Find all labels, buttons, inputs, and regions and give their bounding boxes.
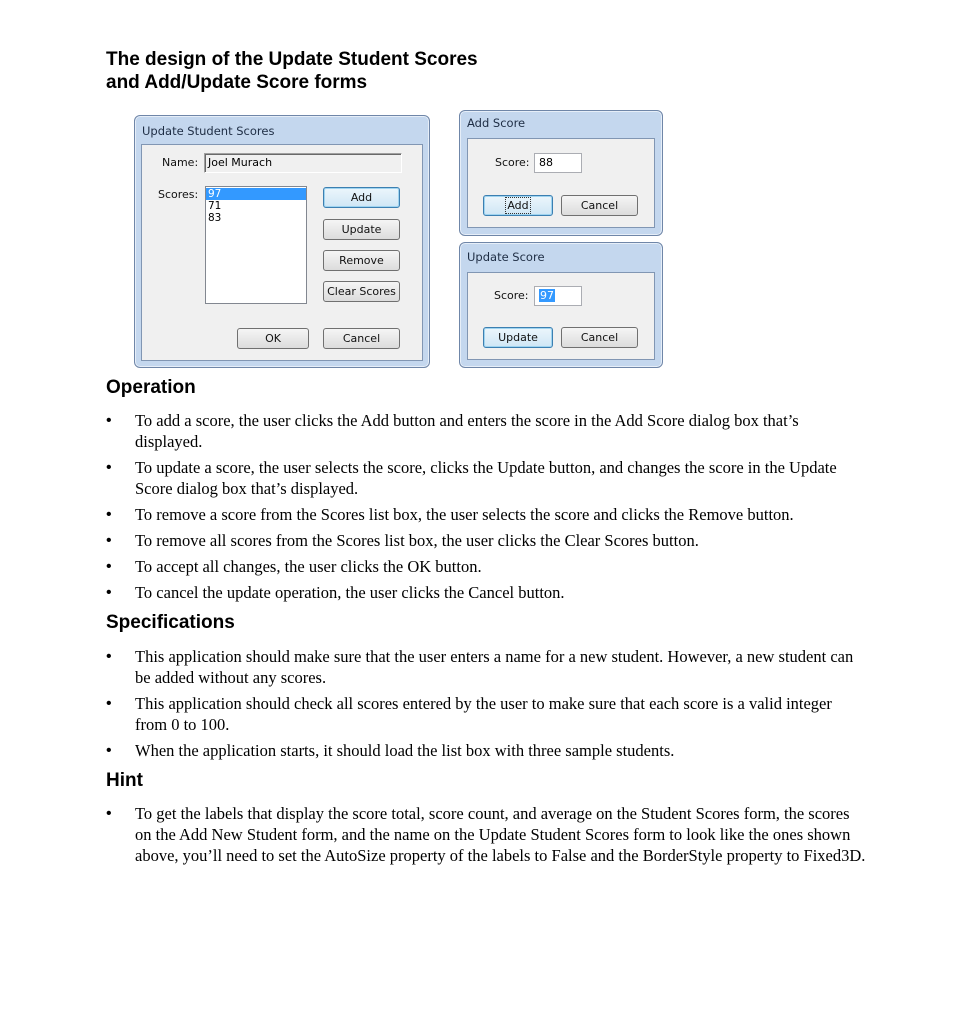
score-input[interactable] <box>534 286 582 306</box>
hint-heading: Hint <box>106 770 143 791</box>
add-score-window <box>459 110 663 236</box>
list-item[interactable]: 97 <box>206 188 306 200</box>
cancel-button[interactable] <box>561 327 638 348</box>
list-item: • To get the labels that display the score total, score count, and average on the Student Scores form, the scores on the Add New Student form, and the name on the Update Student Scores form to look like the ones shown above, you’ll need to set the AutoSize property of the labels to False and the BorderStyle property to Fixed3D. <box>106 803 866 866</box>
add-button[interactable] <box>323 187 400 208</box>
cancel-button-label: Cancel <box>580 331 619 344</box>
update-button[interactable] <box>323 219 400 240</box>
update-button-label: Update <box>341 223 382 236</box>
operation-list <box>106 410 866 603</box>
add-button[interactable] <box>483 195 553 216</box>
scores-label: Scores: <box>158 188 199 201</box>
window-client-area <box>141 144 423 361</box>
add-button-label: Add <box>350 191 373 204</box>
window-title: Update Student Scores <box>142 124 275 138</box>
list-item: • To update a score, the user selects the score, clicks the Update button, and changes the score in the Update Score dialog box that’s displayed. <box>106 457 866 499</box>
specifications-list <box>106 646 866 761</box>
list-item: • To remove a score from the Scores list box, the user selects the score and clicks the Remove button. <box>106 504 866 525</box>
cancel-button[interactable] <box>323 328 400 349</box>
score-label: Score: <box>495 156 530 169</box>
remove-button[interactable] <box>323 250 400 271</box>
page-title-line-1: The design of the Update Student Scores <box>106 49 478 70</box>
update-score-window <box>459 242 663 368</box>
clear-scores-button[interactable] <box>323 281 400 302</box>
list-item: • To add a score, the user clicks the Add button and enters the score in the Add Score dialog box that’s displayed. <box>106 410 866 452</box>
list-item: • When the application starts, it should load the list box with three sample students. <box>106 740 866 761</box>
window-client-area <box>467 272 655 360</box>
name-label: Name: <box>162 156 199 169</box>
cancel-button[interactable] <box>561 195 638 216</box>
list-item: • To accept all changes, the user clicks the OK button. <box>106 556 866 577</box>
page-title <box>106 48 478 94</box>
update-button-label: Update <box>498 331 538 344</box>
update-button[interactable] <box>483 327 553 348</box>
ok-button-label: OK <box>265 332 281 345</box>
clear-scores-button-label: Clear Scores <box>327 285 396 298</box>
list-item: • This application should check all scores entered by the user to make sure that each score is a valid integer from 0 to 100. <box>106 693 866 735</box>
scores-listbox[interactable] <box>205 186 307 304</box>
score-input-selected-text: 97 <box>540 289 554 302</box>
list-item: • To remove all scores from the Scores list box, the user clicks the Clear Scores button. <box>106 530 866 551</box>
remove-button-label: Remove <box>339 254 384 267</box>
hint-list <box>106 803 866 866</box>
list-item[interactable]: 83 <box>208 212 222 224</box>
list-item: • To cancel the update operation, the user clicks the Cancel button. <box>106 582 866 603</box>
update-student-scores-window <box>134 115 430 368</box>
ok-button[interactable] <box>237 328 309 349</box>
window-title: Add Score <box>467 116 526 130</box>
page-title-line-2: and Add/Update Score forms <box>106 72 368 93</box>
cancel-button-label: Cancel <box>580 199 619 212</box>
cancel-button-label: Cancel <box>342 332 381 345</box>
operation-heading: Operation <box>106 377 196 398</box>
list-item: • This application should make sure that the user enters a name for a new student. However, a new student can be added without any scores. <box>106 646 866 688</box>
window-title: Update Score <box>467 250 545 264</box>
window-client-area <box>467 138 655 228</box>
name-display: Joel Murach <box>204 153 402 173</box>
score-input[interactable]: 88 <box>534 153 582 173</box>
score-label: Score: <box>494 289 529 302</box>
specifications-heading: Specifications <box>106 612 235 633</box>
add-button-label: Add <box>507 199 529 212</box>
list-item[interactable]: 71 <box>208 200 222 212</box>
